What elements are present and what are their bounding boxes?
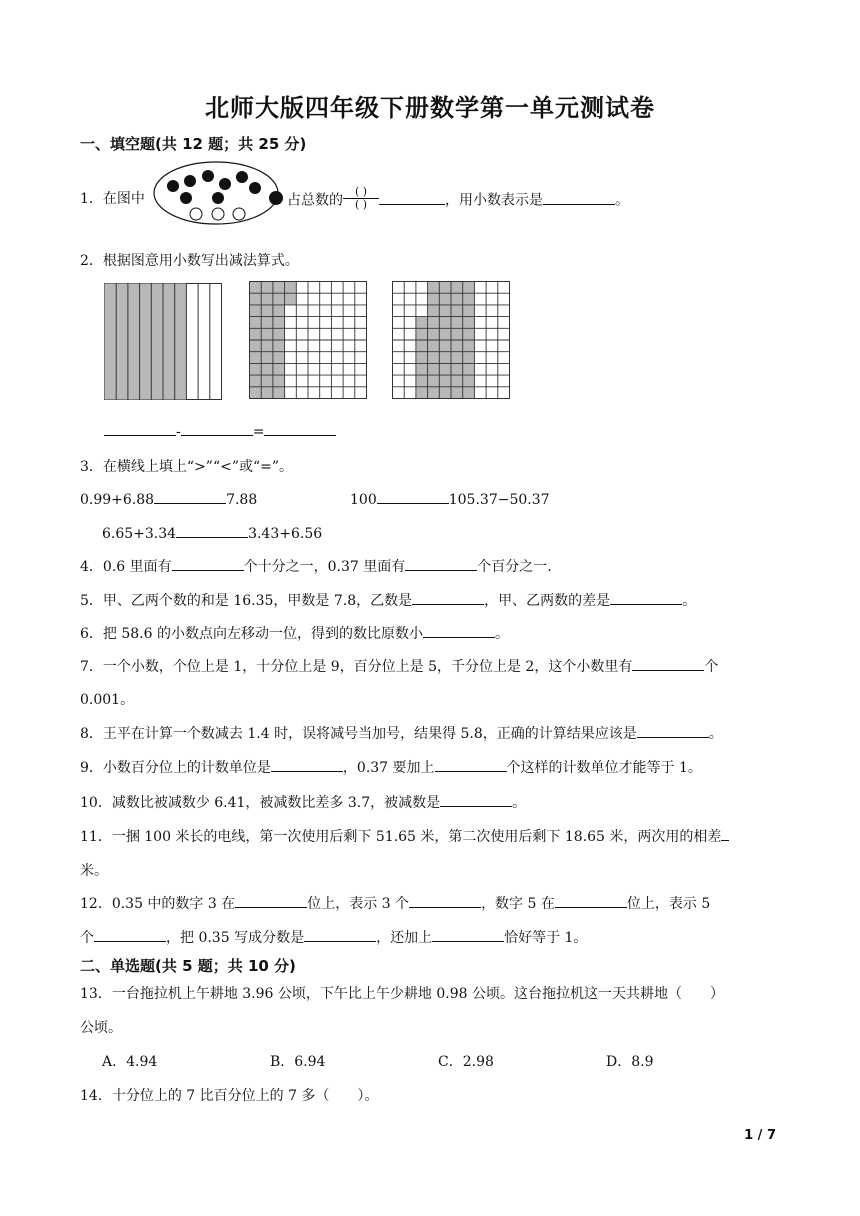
q12-blank-4[interactable] [94, 927, 166, 942]
q4-blank-1[interactable] [172, 556, 244, 571]
q3-a-right: 7.88 [226, 492, 258, 508]
q3-a-blank[interactable] [154, 489, 226, 504]
section-fill-blank-heading: 一、填空题(共 12 题；共 25 分) [80, 135, 307, 153]
q2-figure-hundredths-a [249, 281, 369, 401]
q13-option-a[interactable]: A．4.94 [102, 1054, 158, 1070]
q12-blank-5[interactable] [304, 927, 376, 942]
q1-end: 。 [615, 192, 629, 209]
q7-line2: 0.001。 [80, 692, 135, 708]
question-1 [80, 188, 145, 208]
q1-frac-num: ( ) [354, 185, 368, 198]
question-9: 9．小数百分位上的计数单位是 ，0.37 要加上 个这样的计数单位才能等于 1。 [80, 757, 702, 777]
q13-option-c[interactable]: C．2.98 [438, 1054, 494, 1070]
question-4: 4．0.6 里面有 个十分之一，0.37 里面有 个百分之一. [80, 556, 552, 576]
q12-blank-2[interactable] [409, 893, 481, 908]
q9-blank-1[interactable] [271, 757, 343, 772]
q1-mid: 占总数的 [287, 192, 343, 209]
q1-circles-figure [152, 160, 292, 228]
q2-blank-minuend[interactable] [104, 421, 176, 436]
page-number: 1 / 7 [744, 1128, 776, 1143]
q3-compare-c [102, 523, 322, 542]
q3-b-blank[interactable] [377, 489, 449, 504]
q13-option-b[interactable]: B．6.94 [270, 1054, 326, 1070]
q2-figure-tenths [104, 283, 224, 401]
q2-equation [104, 421, 336, 440]
q10-blank[interactable] [440, 792, 512, 807]
q11-blank[interactable] [721, 826, 729, 841]
q2-equals: = [252, 424, 265, 440]
question-3: 3．在横线上填上“>”“<”或“=”。 [80, 459, 294, 475]
q2-blank-subtrahend[interactable] [181, 421, 253, 436]
q8-blank[interactable] [637, 723, 709, 738]
q3-b-right: 105.37−50.37 [448, 492, 550, 508]
q6-blank[interactable] [423, 623, 495, 638]
q1-frac-den: ( ) [354, 198, 368, 211]
q3-c-right: 3.43+6.56 [248, 526, 323, 542]
q1-blank-2[interactable] [543, 190, 615, 205]
q5-blank-1[interactable] [412, 590, 484, 605]
q5-blank-2[interactable] [610, 590, 682, 605]
q13-option-d[interactable]: D．8.9 [606, 1054, 654, 1070]
q1-rest [287, 185, 629, 213]
q12-blank-3[interactable] [555, 893, 627, 908]
question-12: 12．0.35 中的数字 3 在 位上，表示 3 个 ，数字 5 在 位上，表示 5 [80, 893, 710, 913]
question-8: 8．王平在计算一个数减去 1.4 时，误将减号当加号，结果得 5.8，正确的计算结果应该是 。 [80, 723, 723, 743]
q2-figure-hundredths-b [392, 281, 512, 401]
q3-c-left: 6.65+3.34 [102, 526, 177, 542]
q1-prefix: 1．在图中 [80, 191, 145, 207]
q3-compare-b [350, 489, 550, 508]
q7-blank[interactable] [632, 656, 704, 671]
question-10: 10．减数比被减数少 6.41，被减数比差多 3.7，被减数是 。 [80, 792, 526, 812]
q13-line2: 公顷。 [80, 1020, 122, 1036]
q4-blank-2[interactable] [405, 556, 477, 571]
page-title: 北师大版四年级下册数学第一单元测试卷 [205, 94, 655, 122]
question-2: 2．根据图意用小数写出减法算式。 [80, 253, 299, 269]
q12-blank-6[interactable] [432, 927, 504, 942]
question-7: 7．一个小数，个位上是 1，十分位上是 9，百分位上是 5，千分位上是 2，这个小数里有 个 [80, 656, 718, 676]
q1-tail: ，用小数表示是 [445, 192, 543, 209]
question-5: 5．甲、乙两个数的和是 16.35，甲数是 7.8，乙数是 ，甲、乙两数的差是 。 [80, 590, 696, 610]
q12-blank-1[interactable] [235, 893, 307, 908]
section-single-choice-heading: 二、单选题(共 5 题；共 10 分) [80, 957, 296, 975]
q3-a-left: 0.99+6.88 [80, 492, 155, 508]
q11-line2: 米。 [80, 863, 108, 879]
q2-minus: - [176, 424, 181, 440]
q3-b-left: 100 [350, 492, 377, 508]
question-6: 6．把 58.6 的小数点向左移动一位，得到的数比原数小 。 [80, 623, 509, 643]
q1-blank-1[interactable] [379, 190, 445, 205]
question-13: 13．一台拖拉机上午耕地 3.96 公顷，下午比上午少耕地 0.98 公顷。这台拖拉机这一天共耕地（ ） [80, 986, 724, 1002]
q1-fraction[interactable] [343, 186, 379, 211]
q12-line2: 个 ，把 0.35 写成分数是 ，还加上 恰好等于 1。 [80, 927, 587, 947]
q2-blank-difference[interactable] [264, 421, 336, 436]
q9-blank-2[interactable] [435, 757, 507, 772]
q3-c-blank[interactable] [176, 523, 248, 538]
question-11: 11．一捆 100 米长的电线，第一次使用后剩下 51.65 米，第二次使用后剩下 18.65 米，两次用的相差 [80, 826, 729, 846]
q3-compare-a [80, 489, 257, 508]
question-14: 14．十分位上的 7 比百分位上的 7 多（ ）。 [80, 1088, 379, 1104]
